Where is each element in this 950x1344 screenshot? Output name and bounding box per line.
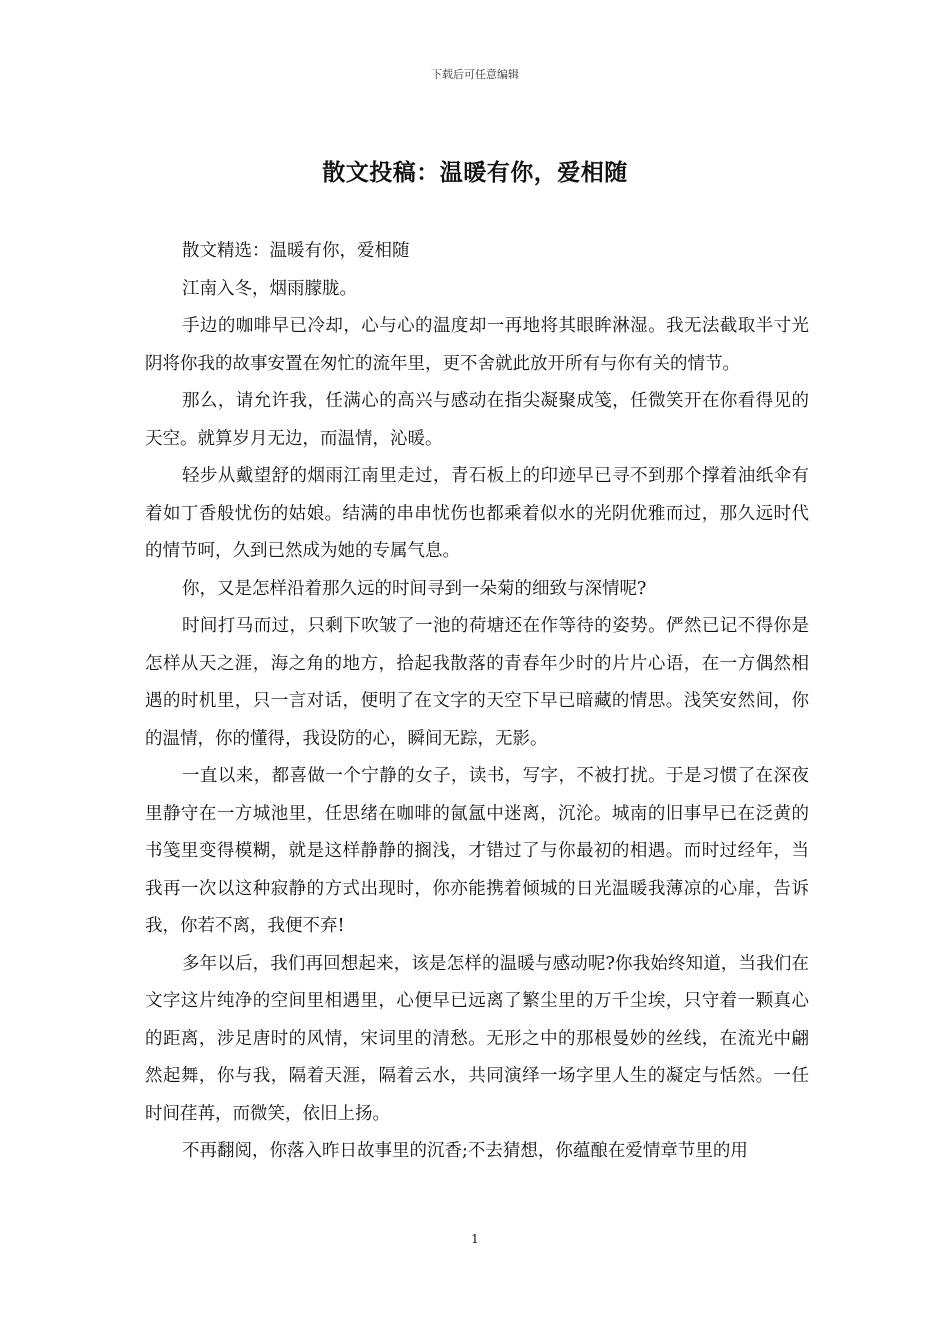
paragraph-1: 散文精选：温暖有你，爱相随 bbox=[182, 241, 410, 261]
paragraph-6: 你，又是怎样沿着那久远的时间寻到一朵菊的细致与深情呢? bbox=[182, 578, 647, 599]
paragraph-4: 那么，请允许我，任满心的高兴与感动在指尖凝聚成笺，任微笑开在你看得见的天空。就算岁月无边，而温情，沁暖。 bbox=[145, 391, 809, 449]
page-number: 1 bbox=[471, 1232, 479, 1246]
paragraph-5: 轻步从戴望舒的烟雨江南里走过，青石板上的印迹早已寻不到那个撑着油纸伞有着如丁香般忧伤的姑娘。结满的串串忧伤也都乘着似水的光阴优雅而过，那久远时代的情节呵，久到已然成为她的专属气息。 bbox=[145, 466, 809, 561]
paragraph-9: 多年以后，我们再回想起来，该是怎样的温暖与感动呢?你我始终知道，当我们在文字这片纯净的空间里相遇里，心便早已远离了繁尘里的万千尘埃，只守着一颗真心的距离，涉足唐时的风情，宋词里的清愁。无形之中的那根曼妙的丝线，在流光中翩然起舞，你与我，隔着天涯，隔着云水，共同演绎一场字里人生的凝定与恬然。一任时间荏苒，而微笑，依旧上扬。 bbox=[145, 953, 809, 1124]
paragraph-7: 时间打马而过，只剩下吹皱了一池的荷塘还在作等待的姿势。俨然已记不得你是怎样从天之涯，海之角的地方，拾起我散落的青春年少时的片片心语，在一方偶然相遇的时机里，只一言对话，便明了在文字的天空下早已暗藏的情思。浅笑安然间，你的温情，你的懂得，我设防的心，瞬间无踪，无影。 bbox=[145, 616, 809, 749]
header-note: 下载后可任意编辑 bbox=[431, 68, 519, 81]
document-title: 散文投稿：温暖有你，爱相随 bbox=[322, 159, 628, 186]
paragraph-8: 一直以来，都喜做一个宁静的女子，读书，写字，不被打扰。于是习惯了在深夜里静守在一方城池里，任思绪在咖啡的氤氲中迷离，沉沦。城南的旧事早已在泛黄的书笺里变得模糊，就是这样静静的搁浅，才错过了与你最初的相遇。而时过经年，当我再一次以这种寂静的方式出现时，你亦能携着倾城的日光温暖我薄凉的心扉，告诉我，你若不离，我便不弃! bbox=[145, 766, 809, 936]
paragraph-2: 江南入冬，烟雨朦胧。 bbox=[182, 278, 357, 299]
document-body bbox=[145, 233, 809, 1171]
paragraph-3: 手边的咖啡早已冷却，心与心的温度却一再地将其眼眸淋湿。我无法截取半寸光阴将你我的故事安置在匆忙的流年里，更不舍就此放开所有与你有关的情节。 bbox=[145, 316, 809, 374]
paragraph-10: 不再翻阅，你落入昨日故事里的沉香;不去猜想，你蕴酿在爱情章节里的用 bbox=[182, 1141, 748, 1161]
